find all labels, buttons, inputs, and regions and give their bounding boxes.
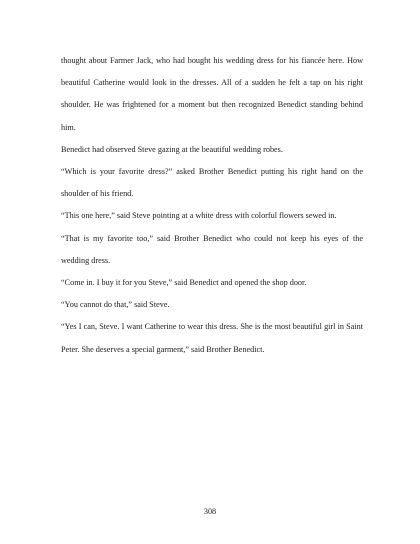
paragraph: thought about Farmer Jack, who had bought his wedding dress for his fiancée here. How beautiful Catherine would look in the dresses. All of a sudden he felt a tap on his right shoulder. He was frightened for a moment but then recognized Benedict standing behind him. [61, 56, 363, 132]
paragraph: “You cannot do that,” said Steve. [61, 300, 170, 310]
paragraph: “Yes I can, Steve. I want Catherine to wear this dress. She is the most beautiful girl in Saint Peter. She deserves a special garment,” said Brother Benedict. [61, 322, 363, 354]
paragraph: “Which is your favorite dress?” asked Brother Benedict putting his right hand on the shoulder of his friend. [61, 167, 363, 199]
paragraph: “This one here,” said Steve pointing at a white dress with colorful flowers sewed in. [61, 211, 337, 221]
body-text [61, 50, 363, 361]
paragraph: “That is my favorite too,” said Brother Benedict who could not keep his eyes of the wedding dress. [61, 233, 363, 265]
page-number: 308 [203, 507, 217, 516]
paragraph: Benedict had observed Steve gazing at the beautiful wedding robes. [61, 144, 283, 154]
paragraph: “Come in. I buy it for you Steve,” said Benedict and opened the shop door. [61, 278, 307, 288]
